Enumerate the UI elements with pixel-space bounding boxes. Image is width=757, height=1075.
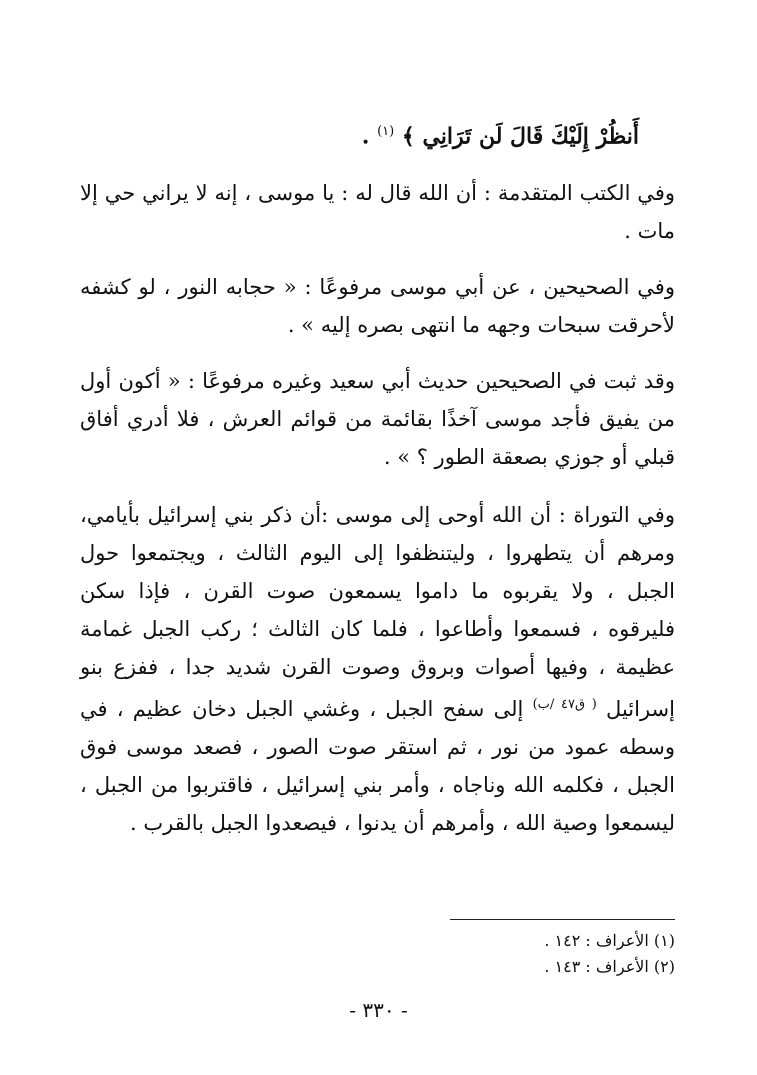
paragraph-torah (80, 496, 675, 842)
verse-end-mark: . (361, 123, 370, 150)
paragraph-earlier-books (80, 174, 675, 250)
manuscript-folio-marker: ( ق٤٧ /ب) (532, 697, 597, 712)
paragraph-sahihayn-hijab (80, 268, 675, 344)
paragraph-text: وفي الصحيحين ، عن أبي موسى مرفوعًا : « حجابه النور ، لو كشفه لأحرقت سبحات وجهه ما انتهى بصره إليه » . (80, 275, 675, 337)
paragraph-abu-said (80, 362, 675, 476)
torah-text-part-1: وفي التوراة : أن الله أوحى إلى موسى :أن ذكر بني إسرائيل بأيامي، ومرهم أن يتطهروا ، وليتنظفوا إلى اليوم الثالث ، ويجتمعوا حول الجبل ، ولا يقربوه ما داموا يسمعون صوت القرن ، فإذا سكن فليرقوه ، فسمعوا وأطاعوا ، فلما كان الثالث ؛ ركب الجبل غمامة عظيمة ، وفيها أصوات وبروق وصوت القرن شديد جدا ، ففزع بنو إسرائيل (80, 503, 675, 721)
footnote-reference: (١) (377, 124, 395, 139)
paragraph-text: وفي الكتب المتقدمة : أن الله قال له : يا موسى ، إنه لا يراني حي إلا مات . (80, 181, 675, 243)
footnote-1: (١) الأعراف : ١٤٢ . (544, 931, 675, 950)
quran-verse-line (79, 112, 639, 156)
paragraph-text: وقد ثبت في الصحيحين حديث أبي سعيد وغيره مرفوعًا : « أكون أول من يفيق فأجد موسى آخذًا بقائمة من قوائم العرش ، فلا أدري أفاق قبلي أو جوزي بصعقة الطور ؟ » . (80, 369, 675, 469)
page-number: - ٣٣٠ - (349, 998, 408, 1022)
footnote-2: (٢) الأعراف : ١٤٣ . (544, 957, 675, 976)
paragraph-text (80, 496, 675, 842)
quran-verse-text: أَنظُرْ إِلَيْكَ قَالَ لَن تَرَانِي ﴾ (401, 123, 639, 150)
torah-text-part-2: إلى سفح الجبل ، وغشي الجبل دخان عظيم ، في وسطه عمود من نور ، ثم استقر صوت الصور ، فصعد موسى فوق الجبل ، فكلمه الله وناجاه ، وأمر بني إسرائيل ، فاقتربوا من الجبل ، ليسمعوا وصية الله ، وأمرهم أن يدنوا ، فيصعدوا الجبل بالقرب . (80, 697, 675, 835)
footnote-divider (450, 919, 675, 920)
footnotes (375, 928, 675, 980)
